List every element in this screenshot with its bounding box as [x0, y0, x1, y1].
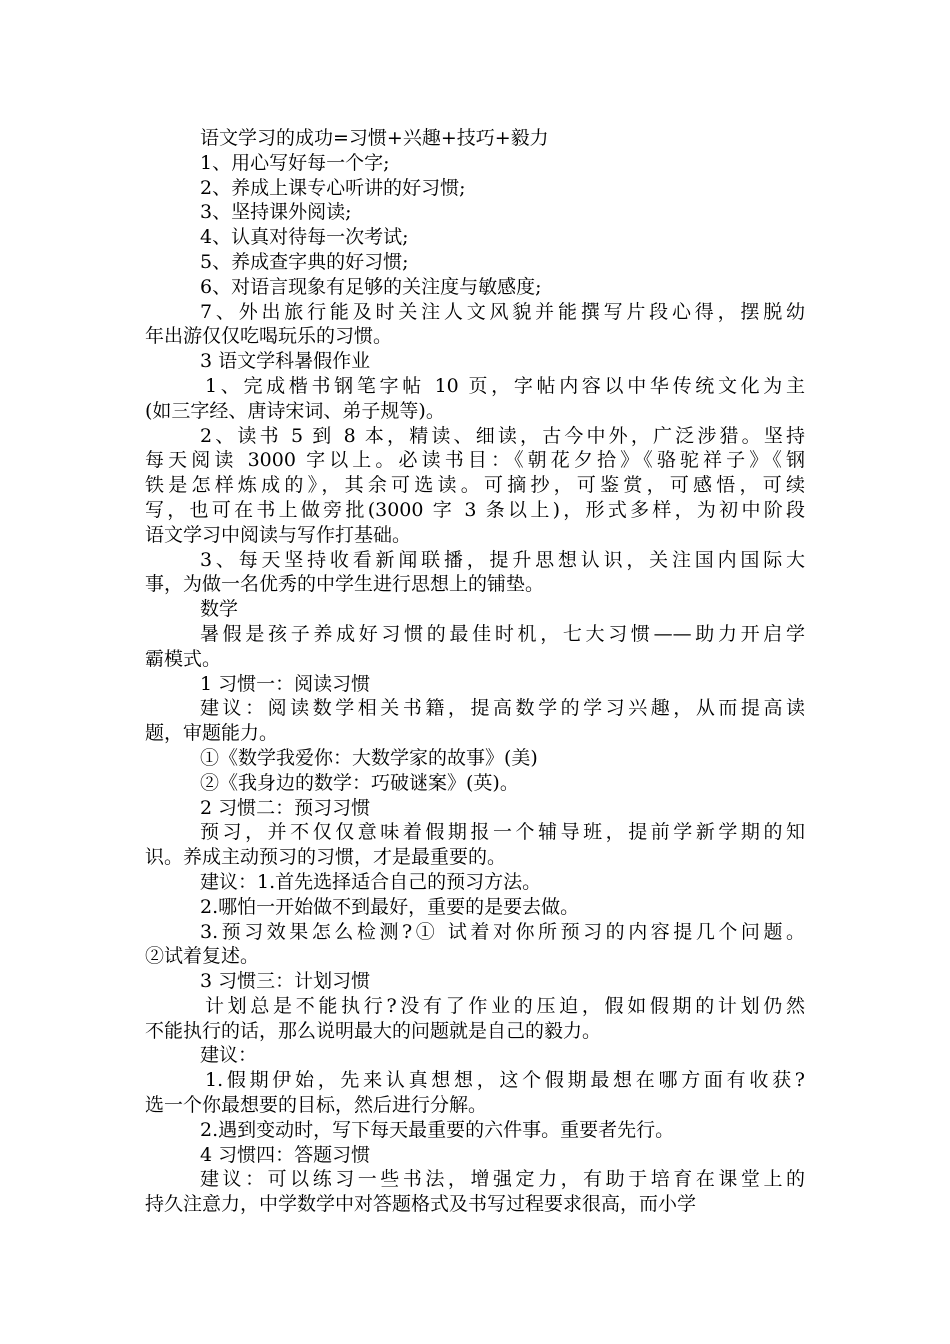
- paragraph: [145, 920, 805, 970]
- text-line: 语文学习中阅读与写作打基础。: [145, 523, 412, 546]
- text-line: 2.遇到变动时，写下每天最重要的六件事。重要者先行。: [200, 1118, 675, 1141]
- text-line: 3、每天坚持收看新闻联播，提升思想认识，关注国内国际大: [200, 548, 805, 571]
- text-line: 3 习惯三：计划习惯: [200, 970, 371, 993]
- text-line: 暑假是孩子养成好习惯的最佳时机，七大习惯——助力开启学: [200, 622, 805, 645]
- text-line: ②《我身边的数学：巧破谜案》(英)。: [200, 771, 519, 794]
- text-line: 建议：1.首先选择适合自己的预习方法。: [200, 870, 542, 893]
- text-line: 2 习惯二：预习习惯: [200, 796, 371, 819]
- paragraph: [145, 895, 805, 920]
- text-line: 4、认真对待每一次考试;: [200, 226, 409, 249]
- text-line: 选一个你最想要的目标，然后进行分解。: [145, 1094, 488, 1117]
- text-line: 数学: [200, 598, 239, 621]
- paragraph: [145, 1118, 805, 1143]
- text-line: 持久注意力，中学数学中对答题格式及书写过程要求很高，而小学: [145, 1193, 697, 1216]
- text-line: 建议：: [200, 1044, 258, 1067]
- text-line: 识。养成主动预习的习惯，才是最重要的。: [145, 846, 507, 869]
- text-line: 3、坚持课外阅读;: [200, 201, 352, 224]
- text-line: 建议：可以练习一些书法，增强定力，有助于培育在课堂上的: [200, 1168, 805, 1191]
- text-line: 霸模式。: [145, 647, 222, 670]
- paragraph: [145, 275, 805, 300]
- text-line: 写，也可在书上做旁批(3000 字 3 条以上)，形式多样，为初中阶段: [145, 498, 805, 521]
- paragraph: [145, 349, 805, 374]
- paragraph: [145, 548, 805, 598]
- text-line: 1、用心写好每一个字;: [200, 151, 390, 174]
- text-line: 6、对语言现象有足够的关注度与敏感度;: [200, 275, 542, 298]
- paragraph: [145, 1068, 805, 1118]
- text-line: 年出游仅仅吃喝玩乐的习惯。: [145, 325, 393, 348]
- text-line: 1.假期伊始，先来认真想想，这个假期最想在哪方面有收获?: [205, 1069, 805, 1092]
- text-line: 5、养成查字典的好习惯;: [200, 250, 409, 273]
- paragraph: [145, 176, 805, 201]
- paragraph: [145, 250, 805, 275]
- paragraph: [145, 374, 805, 424]
- text-line: 1 习惯一：阅读习惯: [200, 672, 371, 695]
- paragraph: [145, 200, 805, 225]
- paragraph: [145, 225, 805, 250]
- text-line: 3.预习效果怎么检测?① 试着对你所预习的内容提几个问题。: [200, 920, 805, 943]
- text-line: 建议：阅读数学相关书籍，提高数学的学习兴趣，从而提高读: [200, 697, 805, 720]
- paragraph: [145, 696, 805, 746]
- text-line: ②试着复述。: [145, 945, 260, 968]
- text-line: 不能执行的话，那么说明最大的问题就是自己的毅力。: [145, 1019, 602, 1042]
- text-line: 语文学习的成功=习惯+兴趣+技巧+毅力: [200, 127, 549, 149]
- paragraph: [145, 126, 805, 151]
- paragraph: [145, 300, 805, 350]
- text-line: 题，审题能力。: [145, 722, 279, 745]
- paragraph: [145, 1167, 805, 1217]
- paragraph: [145, 820, 805, 870]
- text-line: 4 习惯四：答题习惯: [200, 1143, 371, 1166]
- paragraph: [145, 969, 805, 994]
- paragraph: [145, 424, 805, 548]
- text-line: 1、完成楷书钢笔字帖 10 页，字帖内容以中华传统文化为主: [205, 374, 805, 397]
- paragraph: [145, 746, 805, 771]
- text-line: 预习，并不仅仅意味着假期报一个辅导班，提前学新学期的知: [200, 821, 805, 844]
- text-line: 每天阅读 3000 字以上。必读书目：《朝花夕拾》《骆驼祥子》《钢: [145, 449, 805, 472]
- text-line: 2、读书 5 到 8 本，精读、细读，古今中外，广泛涉猎。坚持: [200, 424, 805, 447]
- text-line: 计划总是不能执行?没有了作业的压迫，假如假期的计划仍然: [205, 994, 805, 1017]
- text-line: 事，为做一名优秀的中学生进行思想上的铺垫。: [145, 573, 545, 596]
- text-line: 铁是怎样炼成的》，其余可选读。可摘抄，可鉴赏，可感悟，可续: [145, 474, 805, 497]
- text-line: ①《数学我爱你：大数学家的故事》(美): [200, 746, 538, 769]
- text-line: (如三字经、唐诗宋词、弟子规等)。: [145, 399, 445, 422]
- paragraph: [145, 1143, 805, 1168]
- paragraph: [145, 870, 805, 895]
- paragraph: [145, 151, 805, 176]
- paragraph: [145, 771, 805, 796]
- paragraph: [145, 994, 805, 1044]
- paragraph: [145, 597, 805, 622]
- paragraph: [145, 672, 805, 697]
- text-line: 2、养成上课专心听讲的好习惯;: [200, 176, 466, 199]
- paragraph: [145, 1043, 805, 1068]
- paragraph: [145, 622, 805, 672]
- text-line: 2.哪怕一开始做不到最好，重要的是要去做。: [200, 895, 580, 918]
- paragraph: [145, 796, 805, 821]
- text-line: 3 语文学科暑假作业: [200, 350, 371, 373]
- document-body: [145, 126, 805, 1217]
- text-line: 7、外出旅行能及时关注人文风貌并能撰写片段心得，摆脱幼: [200, 300, 805, 323]
